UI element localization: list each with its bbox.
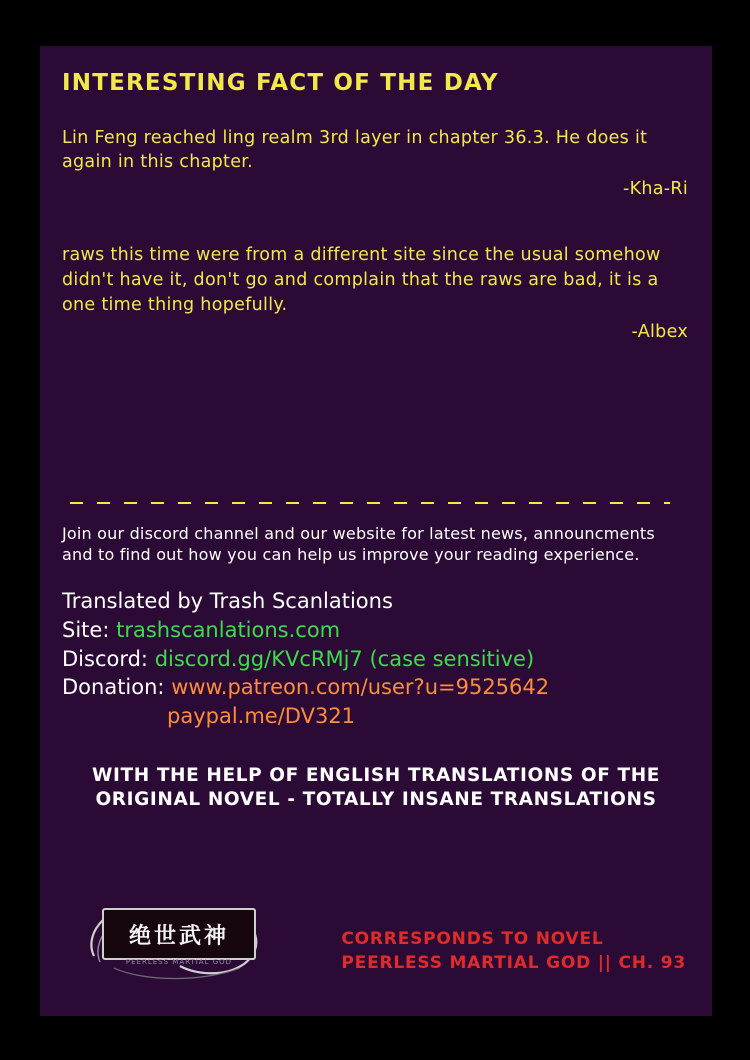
join-text: Join our discord channel and our website for latest news, announcments and to find out how you can help us improve your reading experience. [62, 523, 655, 564]
credits-panel [40, 46, 712, 1016]
note-signature: -Albex [631, 321, 688, 342]
corresponds-note [341, 927, 686, 976]
discord-link[interactable]: discord.gg/KVcRMj7 (case sensitive) [154, 646, 535, 671]
patreon-link[interactable]: www.patreon.com/user?u=9525642 [171, 675, 550, 700]
panel-footer [62, 884, 690, 994]
corresponds-line-2: PEERLESS MARTIAL GOD || CH. 93 [341, 953, 686, 974]
translated-by-label: Translated by Trash Scanlations [62, 589, 393, 614]
corresponds-line-1: CORRESPONDS TO NOVEL [341, 928, 604, 949]
note-body: raws this time were from a different site since the usual somehow didn't have it, don't go and complain that the raws are bad, it is a one time thing hopefully. [62, 245, 661, 315]
help-text: WITH THE HELP OF ENGLISH TRANSLATIONS OF THE ORIGINAL NOVEL - TOTALLY INSANE TRANSLATIONS [91, 765, 661, 811]
credits-block [62, 587, 690, 730]
paypal-row [62, 702, 690, 731]
donation-label: Donation: [62, 675, 165, 700]
donation-row [62, 673, 690, 702]
fact-body: Lin Feng reached ling realm 3rd layer in chapter 36.3. He does it again in this chapter. [62, 127, 648, 173]
discord-row [62, 645, 690, 674]
site-row [62, 616, 690, 645]
translated-by-row [62, 587, 690, 616]
site-link[interactable]: trashscanlations.com [116, 617, 341, 642]
logo-subtitle: PEERLESS MARTIAL GOD [125, 958, 233, 966]
logo-wordmark: 绝世武神 [102, 908, 256, 960]
paypal-link[interactable]: paypal.me/DV321 [167, 703, 356, 728]
dashed-divider [70, 502, 670, 504]
fact-title: INTERESTING FACT OF THE DAY [62, 70, 499, 96]
fact-signature: -Kha-Ri [622, 179, 688, 200]
site-label: Site: [62, 617, 110, 642]
discord-label: Discord: [62, 646, 149, 671]
scanlation-logo [80, 894, 270, 986]
